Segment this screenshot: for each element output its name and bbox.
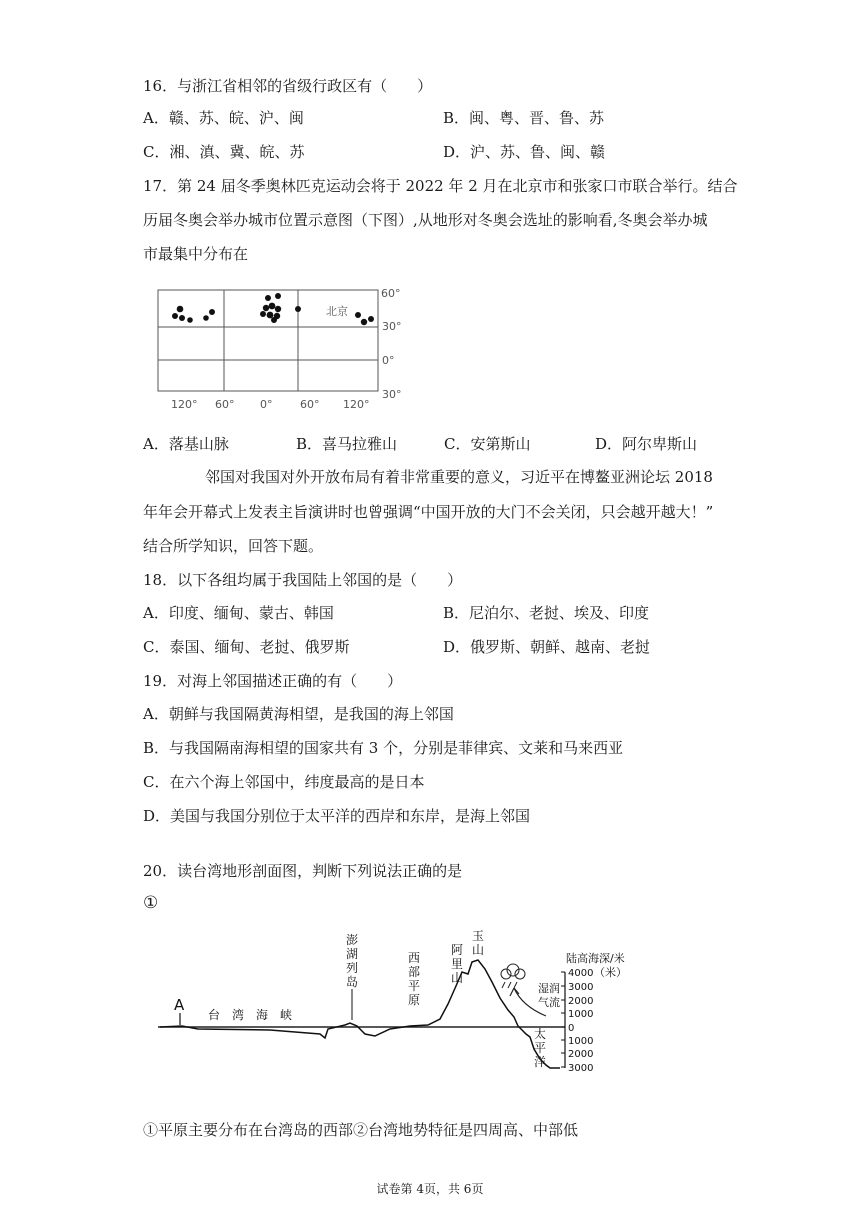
lon-label: 0° (260, 398, 273, 411)
scale-unit: （米） (594, 966, 627, 979)
pacific-label: 洋 (534, 1055, 547, 1069)
penghu-label: 湖 (346, 947, 359, 961)
q20-circle-marker: ① (143, 893, 159, 913)
q18-option-d: D．俄罗斯、朝鲜、越南、老挝 (443, 638, 651, 656)
q16-option-c: C．湘、滇、冀、皖、苏 (143, 143, 305, 161)
host-city-dot (295, 306, 301, 312)
host-city-dot (179, 315, 185, 321)
west-plain-label: 平 (408, 979, 421, 993)
west-plain-label: 西 (408, 951, 421, 965)
scale-tick-label: 2000 (568, 996, 594, 1007)
west-plain-label: 原 (408, 993, 421, 1007)
q17-stem-line1: 17．第 24 届冬季奥林匹克运动会将于 2022 年 2 月在北京市和张家口市联合举行。结合 (143, 177, 738, 195)
beijing-label: 北京 (326, 305, 348, 318)
lon-label: 60° (300, 398, 320, 411)
lon-label: 60° (215, 398, 235, 411)
host-city-dot (368, 316, 374, 322)
scale-tick-label: 2000 (568, 1049, 594, 1060)
host-city-dot (271, 317, 277, 323)
host-city-dot (275, 306, 281, 312)
host-city-dot (267, 312, 274, 319)
moist-flow-label: 湿润 (538, 982, 560, 995)
rain-cloud-icon (501, 964, 525, 988)
yushan-label: 玉 (472, 929, 485, 943)
alishan-label: 山 (451, 971, 464, 985)
q16-option-d: D．沪、苏、鲁、闽、赣 (443, 143, 606, 161)
q16-stem: 16．与浙江省相邻的省级行政区有（ ） (143, 77, 433, 95)
yushan-label: 山 (472, 943, 485, 957)
host-city-dot (275, 293, 281, 299)
scale-title: 陆高海深/米 (566, 952, 625, 965)
west-plain-label: 部 (408, 965, 421, 979)
host-city-dot (209, 309, 215, 315)
q19-option-c: C．在六个海上邻国中，纬度最高的是日本 (143, 773, 425, 791)
alishan-label: 里 (451, 957, 464, 971)
passage-line2: 年年会开幕式上发表主旨演讲时也曾强调“中国开放的大门不会关闭，只会越开越大！” (143, 503, 714, 521)
alishan-label: 阿 (451, 943, 464, 957)
lat-label: 60° (381, 287, 401, 300)
lat-label: 30° (382, 320, 402, 333)
host-city-dot (265, 295, 271, 301)
q17-option-a: A．落基山脉 (143, 435, 229, 453)
lat-label: 30° (382, 388, 402, 401)
q16-option-b: B．闽、粤、晋、鲁、苏 (443, 109, 605, 127)
scale-tick-label: 4000 (568, 968, 594, 979)
penghu-label: 岛 (346, 975, 359, 989)
scale-tick-label: 0 (568, 1023, 575, 1034)
host-city-dot (361, 319, 367, 325)
taiwan-profile-diagram (150, 922, 670, 1074)
lat-label: 0° (382, 354, 395, 367)
q20-statement: ①平原主要分布在台湾岛的西部②台湾地势特征是四周高、中部低 (143, 1121, 579, 1139)
q17-option-d: D．阿尔卑斯山 (595, 435, 698, 453)
moist-flow-label: 气流 (538, 996, 560, 1009)
strait-label: 台 湾 海 峡 (208, 1008, 293, 1022)
host-city-dot (187, 317, 193, 323)
q17-option-b: B．喜马拉雅山 (296, 435, 398, 453)
penghu-label: 澎 (346, 933, 359, 947)
point-a-label: A (174, 996, 185, 1014)
q18-option-a: A．印度、缅甸、蒙古、韩国 (143, 604, 334, 622)
q17-stem-line3: 市最集中分布在 (143, 245, 249, 263)
host-city-dot (263, 305, 269, 311)
q17-stem-line2: 历届冬奥会举办城市位置示意图（下图）,从地形对冬奥会选址的影响看,冬奥会举办城 (143, 211, 708, 229)
host-city-dot (177, 306, 184, 313)
host-city-dot (269, 303, 276, 310)
q17-option-c: C．安第斯山 (444, 435, 531, 453)
page-footer: 试卷第 4页，共 6页 (376, 1182, 484, 1196)
scale-tick-label: 1000 (568, 1036, 594, 1047)
q18-option-b: B．尼泊尔、老挝、埃及、印度 (443, 604, 650, 622)
q18-stem: 18．以下各组均属于我国陆上邻国的是（ ） (143, 571, 463, 589)
passage-line3: 结合所学知识，回答下题。 (143, 537, 324, 555)
host-city-dot (260, 311, 266, 317)
scale-tick-label: 3000 (568, 1063, 594, 1074)
q16-option-a: A．赣、苏、皖、沪、闽 (143, 109, 304, 127)
lon-label: 120° (343, 398, 370, 411)
q19-stem: 19．对海上邻国描述正确的有（ ） (143, 672, 403, 690)
host-city-dot (172, 313, 178, 319)
scale-tick-label: 3000 (568, 982, 594, 993)
pacific-label: 太 (534, 1027, 547, 1041)
pacific-label: 平 (534, 1041, 547, 1055)
q18-option-c: C．泰国、缅甸、老挝、俄罗斯 (143, 638, 350, 656)
lon-label: 120° (171, 398, 198, 411)
winter-olympics-map (150, 282, 410, 414)
q19-option-a: A．朝鲜与我国隔黄海相望，是我国的海上邻国 (143, 705, 454, 723)
penghu-label: 列 (346, 961, 359, 975)
scale-tick-label: 1000 (568, 1009, 594, 1020)
host-city-dot (203, 315, 209, 321)
q19-option-d: D．美国与我国分别位于太平洋的西岸和东岸，是海上邻国 (143, 807, 531, 825)
passage-line1: 邻国对我国对外开放布局有着非常重要的意义，习近平在博鳌亚洲论坛 2018 (205, 468, 713, 486)
q20-stem: 20．读台湾地形剖面图，判断下列说法正确的是 (143, 862, 463, 880)
q19-option-b: B．与我国隔南海相望的国家共有 3 个，分别是菲律宾、文莱和马来西亚 (143, 739, 624, 757)
host-city-dot (355, 312, 361, 318)
